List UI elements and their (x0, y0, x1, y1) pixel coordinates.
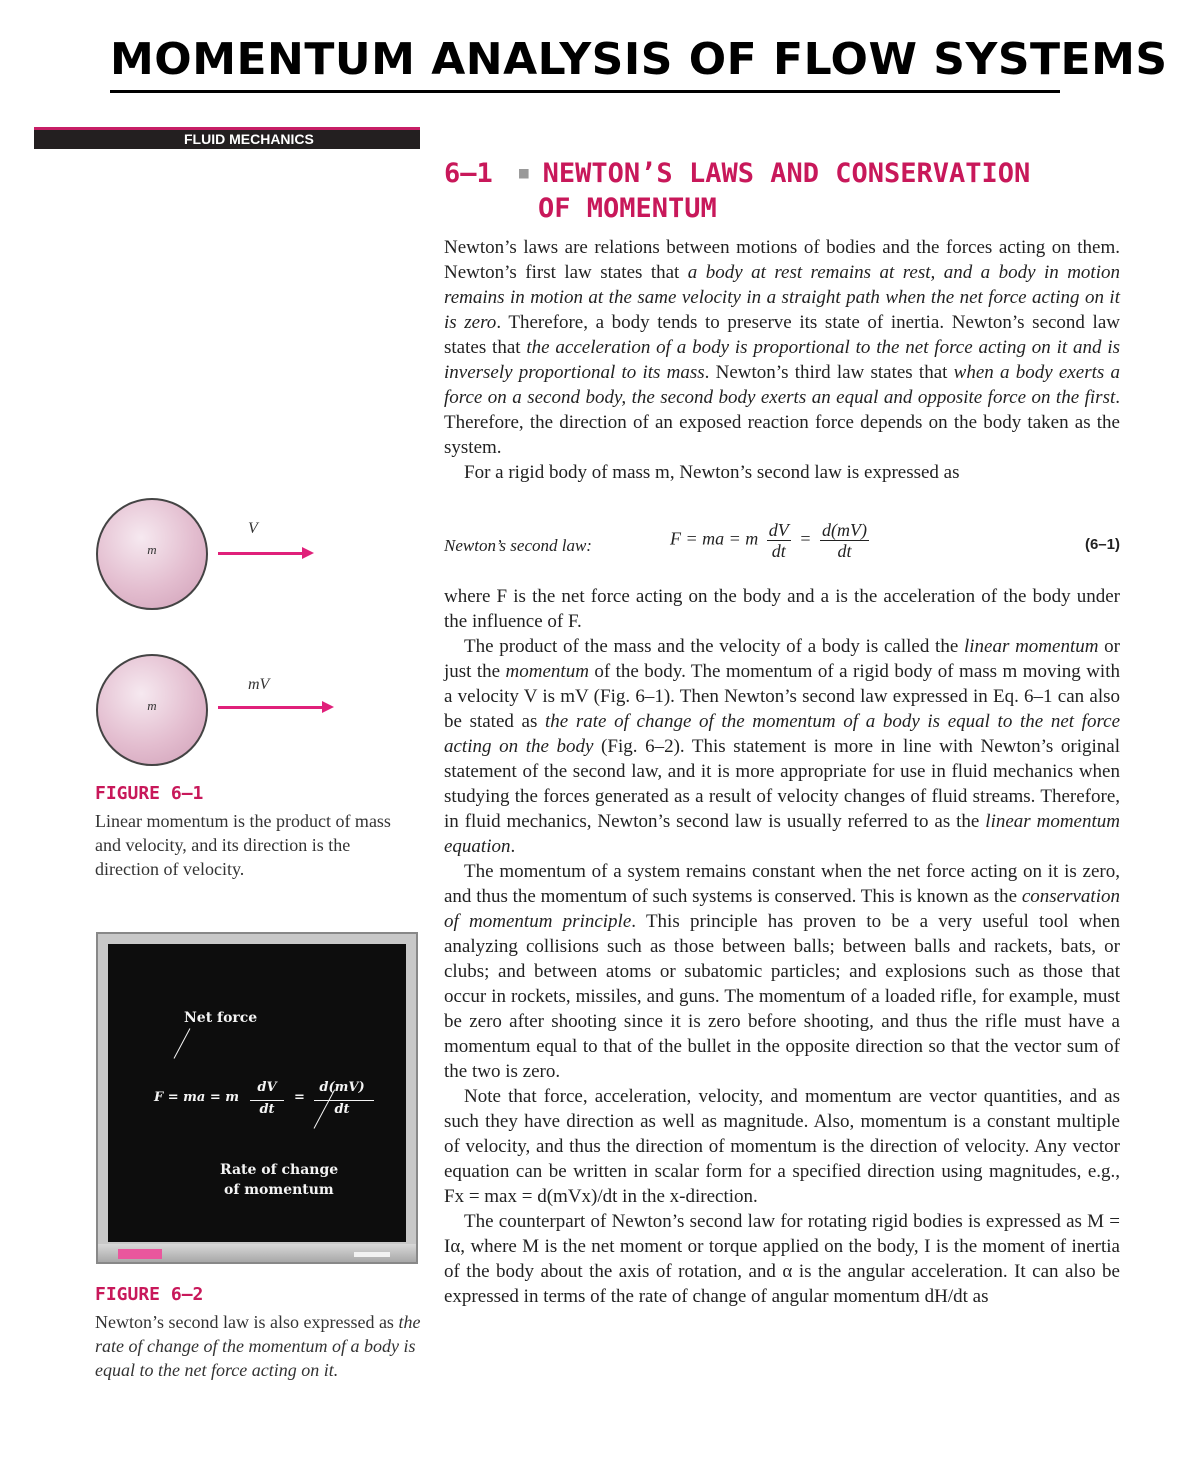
text-run: of the body. The momentum of a rigid body of mass m moving with a velocity V is mV (Fig. 6–1). Then Newton’s second law expressed in Eq. 6–1 can also be stated as (444, 661, 1120, 732)
equation-6-1 (444, 520, 1120, 570)
pink-eraser-icon (118, 1249, 162, 1259)
section-number: 6–1 (444, 158, 493, 189)
title-underline (110, 90, 1060, 93)
net-force-label: Net force (184, 1010, 258, 1026)
fraction-denominator: dt (771, 541, 786, 561)
caption-text-italic: the rate of change of the momentum of a body is equal to the net force acting on it. (95, 1312, 421, 1380)
mass-label: m (147, 542, 157, 557)
paragraph-linear-momentum (444, 634, 1120, 859)
text-run-italic: conservation of momentum principle (444, 886, 1120, 932)
equation-label: Newton’s second law: (444, 536, 592, 555)
body-text-top (444, 235, 1120, 485)
text-run-italic: the acceleration of a body is proportional to the net force acting on it and is inversely proportional to its mass (444, 337, 1120, 383)
mass-label: m (147, 698, 157, 713)
board-equals: = (294, 1090, 305, 1105)
chalk-ledge (98, 1244, 416, 1262)
velocity-label: V (248, 520, 258, 537)
net-force-pointer (174, 1028, 191, 1058)
chalk-stick-icon (354, 1252, 390, 1257)
board-frac2-denominator: dt (334, 1102, 350, 1117)
paragraph-conservation (444, 859, 1120, 1084)
board-frac1-bar (250, 1100, 284, 1101)
text-run: . Therefore, a body tends to preserve its state of inertia. Newton’s second law states that (444, 312, 1120, 358)
book-header-label: FLUID MECHANICS (184, 131, 314, 147)
paragraph-net-force: where F is the net force acting on the body and a is the acceleration of the body under the influence of F. (444, 586, 1120, 632)
mass-ball-velocity (96, 498, 208, 610)
text-run: The momentum of a system remains constant when the net force acting on it is zero, and thus the momentum of such systems is conserved. This is known as the (444, 861, 1120, 907)
velocity-arrow-icon (218, 552, 304, 555)
section-title-line2: OF MOMENTUM (538, 193, 717, 224)
text-run: . Therefore, the direction of an exposed reaction force depends on the body taken as the system. (444, 387, 1120, 458)
equation-lhs: F = ma = m (670, 528, 759, 549)
text-run: The product of the mass and the velocity of a body is called the (464, 636, 964, 657)
equation-fraction-2 (820, 520, 869, 561)
paragraph-rotating-bodies: The counterpart of Newton’s second law for rotating rigid bodies is expressed as M = Iα, where M is the net moment or torque applied on the body, I is the moment of inertia of the body about the axis of rotation, and α is the angular acceleration. It can also be expressed in terms of the rate of change of angular momentum dH/dt as (444, 1211, 1120, 1307)
board-frac2-bar (314, 1100, 374, 1101)
text-run-italic: a body at rest remains at rest, and a body in motion remains in motion at the same velocity in a straight path when the net force acting on it is zero (444, 262, 1120, 333)
figure-6-1-caption: Linear momentum is the product of mass and velocity, and its direction is the direction of velocity. (95, 811, 391, 879)
figure-6-2-caption (95, 1310, 425, 1382)
chalkboard (96, 932, 418, 1264)
figure-6-1-label: FIGURE 6–1 (95, 783, 204, 804)
paragraph-newtons-laws (444, 235, 1120, 460)
text-run-italic: linear momentum (963, 636, 1099, 657)
text-run: or just the (444, 636, 1121, 682)
text-run-italic: linear momentum equation (444, 811, 1120, 857)
board-frac1-numerator: dV (257, 1080, 277, 1095)
text-run: . (510, 836, 516, 857)
paragraph-vector-quantities: Note that force, acceleration, velocity, and momentum are vector quantities, and as such they have direction as well as magnitude. Also, momentum is a constant multiple of velocity, and thus the direction of momentum is the direction of velocity. Any vector equation can be written in scalar form for a specified direction using magnitudes, e.g., Fx = max = d(mVx)/dt in the x-direction. (444, 1086, 1120, 1207)
page-title: MOMENTUM ANALYSIS OF FLOW SYSTEMS (110, 34, 1168, 85)
fraction-denominator: dt (837, 541, 852, 561)
board-frac1-denominator: dt (259, 1102, 275, 1117)
chalkboard-surface (108, 944, 406, 1242)
equation-equals: = (799, 528, 812, 549)
equation-fraction-1 (767, 520, 791, 561)
caption-text: Newton’s second law is also expressed as (95, 1312, 399, 1332)
rate-label-line2: of momentum (224, 1182, 334, 1198)
section-title-line1: NEWTON’S LAWS AND CONSERVATION (542, 158, 1031, 189)
book-header-bar (34, 127, 420, 149)
fraction-numerator: d(mV) (821, 520, 867, 540)
section-bullet-icon: ■ (519, 163, 529, 182)
paragraph-rigid-body: For a rigid body of mass m, Newton’s second law is expressed as (464, 462, 960, 483)
fraction-numerator: dV (768, 520, 789, 540)
body-text-bottom (444, 584, 1120, 1309)
mass-ball-momentum (96, 654, 208, 766)
text-run: (Fig. 6–2). This statement is more in line with Newton’s original statement of the second law, and it is more appropriate for use in fluid mechanics when studying the forces generated as a result of velocity changes of fluid streams. Therefore, in fluid mechanics, Newton’s second law is usually referred to as the (444, 736, 1120, 832)
text-run: Newton’s laws are relations between motions of bodies and the forces acting on them. Newton’s first law states that (444, 237, 1120, 283)
text-run-italic: the rate of change of the momentum of a body is equal to the net force acting on the body (444, 711, 1121, 757)
figure-6-2-label: FIGURE 6–2 (95, 1284, 204, 1305)
equation-expression (670, 520, 873, 570)
text-run: . This principle has proven to be a very useful tool when analyzing collisions such as those between balls; between balls and rackets, bats, or clubs; and between atoms or subatomic particles; and explosions such as those that occur in rockets, missiles, and guns. The momentum of a loaded rifle, for example, must be zero after shooting since it is zero before shooting, and thus the rifle must have a momentum equal to that of the bullet in the opposite direction so that the vector sum of the two is zero. (444, 911, 1120, 1082)
text-run-italic: when a body exerts a force on a second body, the second body exerts an equal and opposite force on the first (444, 362, 1120, 408)
text-run: . Newton’s third law states that (704, 362, 954, 383)
rate-label-line1: Rate of change (220, 1162, 339, 1178)
equation-number: (6–1) (1084, 536, 1120, 553)
momentum-arrow-icon (218, 706, 324, 709)
section-heading (444, 158, 1030, 225)
text-run-italic: momentum (505, 661, 589, 682)
board-frac2-numerator: d(mV) (319, 1080, 365, 1095)
board-equation-lhs: F = ma = m (154, 1090, 240, 1105)
momentum-label: mV (248, 676, 270, 693)
